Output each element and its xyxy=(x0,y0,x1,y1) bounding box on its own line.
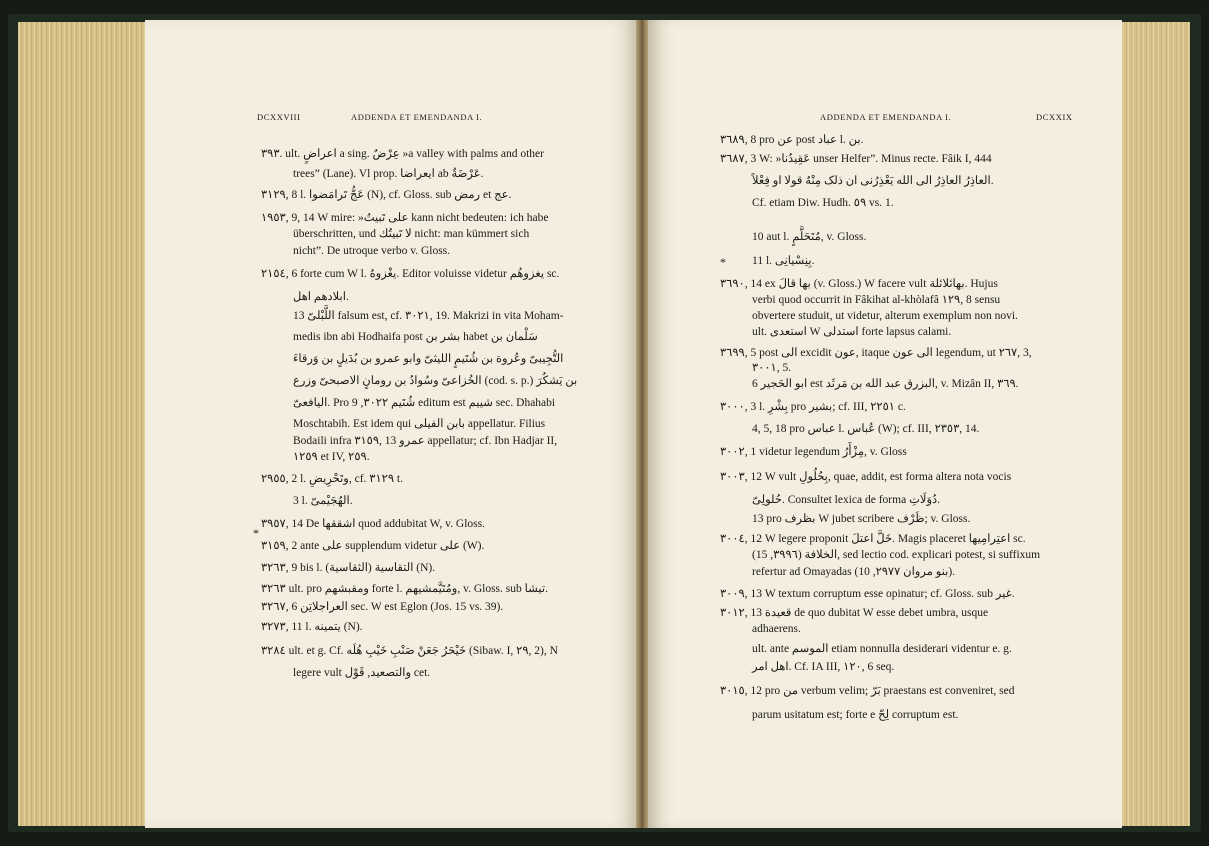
running-head-left: ADDENDA ET EMENDANDA I. xyxy=(351,112,483,122)
text-line: ٣٦٩٩, 5 post الی excidit عون, itaque الی عون legendum, ut ٢٦٧, 3, xyxy=(720,347,1032,359)
text-line: trees” (Lane). Vl prop. ایعراضا ab عَرْضَةٌ. xyxy=(293,168,484,180)
text-line: ult. ante الموسم etiam nonnulla desiderari videntur e. g. xyxy=(752,643,1012,655)
page-number-right: DCXXIX xyxy=(1036,112,1073,122)
text-line: ابلادهم اهل. xyxy=(293,291,349,303)
page-number-left: DCXXVIII xyxy=(257,112,301,122)
text-line: ٣٠٠١, 5. xyxy=(752,362,792,374)
text-line: ٣٠٠٩, 13 W textum corruptum esse opinatur; cf. Gloss. sub غیر. xyxy=(720,588,1015,600)
text-line: nicht”. De utroque verbo v. Gloss. xyxy=(293,245,451,257)
text-line: überschritten, und لا تَبیتُك nicht: man kümmert sich xyxy=(293,228,530,240)
text-line: ٢١٥٤, 6 forte cum W l. يغْزوهُ. Editor voluisse videtur يغزوهُم sc. xyxy=(261,268,560,280)
text-line: ٣٩٣. ult. اعراضٍ a sing. عِرْضٌ »a valley with palms and other xyxy=(261,148,544,160)
text-line: ٣٩٥٧, 14 De اشققها quod addubitat W, v. Gloss. xyxy=(261,518,486,530)
text-line: ١٢٥٩ et IV, ٢٥٩. xyxy=(293,451,370,463)
text-line: ٣٦٨٧, 3 W: »عَقِیدُنا unser Helfer”. Minus recte. Fâik I, 444 xyxy=(720,153,992,165)
page-edges-left xyxy=(18,22,148,826)
running-head-right: ADDENDA ET EMENDANDA I. xyxy=(820,112,952,122)
text-line: ٣٢٦٣, 9 bis l. التقاسیة (الثقاسیة) (N). xyxy=(261,562,436,574)
text-line: ٣٠٠٤, 12 W legere proponit خَلَّ اعتلَ. Magis placeret اعتِرامِیها sc. xyxy=(720,533,1026,545)
text-line: adhaerens. xyxy=(752,623,801,635)
text-line: ٣٠٠٣, 12 W vult بِحُلُولِ, quae, addit, est forma altera nota vocis xyxy=(720,471,1012,483)
text-line: التُّجِیبیّ وعُروة بن شُتَیمٍ اللیثیّ وابو عمرو بن بُدَیلٍ بن وَرقاءَ xyxy=(293,353,564,365)
text-line: 13 اللَّبْلیّ falsum est, cf. ٣٠٢١, 19. Makrizi in vita Moham- xyxy=(293,310,564,322)
text-line: ٣٢٦٧, 6 العراجلاتِن sec. W est Eglon (Jos. 15 vs. 39). xyxy=(261,601,504,613)
text-line: 11 l. بِنِسْیانِی. xyxy=(752,255,815,267)
text-line: 4, 5, 18 pro عباس l. عُباس (W); cf. III, ٢٣٥٣, 14. xyxy=(752,423,980,435)
text-line: ٣٦٩٠, 14 ex بها قالَ (v. Gloss.) W facere vult بهائلائلة. Hujus xyxy=(720,278,998,290)
text-line: ٣٠١٥, 12 pro من verbum velim; بَرّ praestans est conveniret, sed xyxy=(720,685,1015,697)
asterisk-marker: * xyxy=(253,526,259,540)
text-line: ٣٢٨٤ ult. et g. Cf. خَیْحَرُ جَعَنْ صَنْبِ خَیْبِ هُلَه (Sibaw. I, ٢٩, 2), N xyxy=(261,645,558,657)
text-line: ult. استعدی W استدلی forte lapsus calami. xyxy=(752,326,952,338)
text-line: ٣٢٦٣ ult. pro ومقبشهم forte l. ومُتَیَّمشیهم, v. Gloss. sub تیشا. xyxy=(261,583,548,595)
text-line: obvertere studuit, ut videtur, alterum exemplum non novi. xyxy=(752,310,1018,322)
text-line: الخُزاعیّ وسُوادُ بن رومانٍ الاصبحیّ وزرع (cod. s. p.) بن یَشکُرَ xyxy=(293,375,578,387)
text-line: 10 aut l. مُتَحَلَّمٍ, v. Gloss. xyxy=(752,231,867,243)
text-line: ٣٦٨٩, 8 pro عن post عباد l. بن. xyxy=(720,134,864,146)
text-line: medis ibn abi Hodhaifa post بشر بن habet سَلْمان بن xyxy=(293,331,538,343)
text-line: refertur ad Omayadas (بنو مروان ٢٩٧٧, 10). xyxy=(752,566,956,578)
text-line: اهل امر. Cf. IA III, ١٢٠, 6 seq. xyxy=(752,661,895,673)
text-line: legere vult والتصعید, قَوْل cet. xyxy=(293,667,431,679)
text-line: حُلولِیّ. Consultet lexica de forma دُوَلَاتِ. xyxy=(752,494,940,506)
left-page xyxy=(145,20,638,828)
text-line: Moschtabih. Est idem qui بابن الفیلی appellatur. Filius xyxy=(293,418,546,430)
text-line: الیافعیّ. Pro شُتَیم ٣٠٢٢, 9 editum est شییم sec. Dhahabi xyxy=(293,397,556,409)
text-line: ٣٠١٢, 13 قعیدة de quo dubitat W esse debet umbra, usque xyxy=(720,607,989,619)
asterisk-marker: * xyxy=(720,255,726,269)
text-line: ٣١٥٩, 2 ante علی supplendum videtur علی (W). xyxy=(261,540,485,552)
text-line: ٣٢٧٣, 11 l. یتمینه (N). xyxy=(261,621,363,633)
text-line: ٣١٢٩, 8 l. عَجُّ تَرامَضوا (N), cf. Gloss. sub رمض et عج. xyxy=(261,189,512,201)
text-line: 3 l. الهُجَیْمیّ. xyxy=(293,495,353,507)
text-line: 6 ابو الحَجیر est البزرق عبد الله بن مَرثَد, v. Mizân II, ٣٦٩. xyxy=(752,378,1019,390)
right-page xyxy=(648,20,1122,828)
text-line: parum usitatum est; forte e لِحّ corruptum est. xyxy=(752,709,959,721)
text-line: 13 pro بظرف W jubet scribere ظَرْف; v. Gloss. xyxy=(752,513,971,525)
text-line: Cf. etiam Diw. Hudh. ٥٩ vs. 1. xyxy=(752,197,894,209)
text-line: العاذِرُ العاذِرُ الی الله یَعْذِرُنی ان ذلک مِنْهُ قولا او فِعْلاً. xyxy=(752,175,994,187)
text-line: verbi quod occurrit in Fâkihat al-khòlafâ ١٢٩, 8 sensu xyxy=(752,294,1001,306)
text-line: Bodaili infra ٣١٥٩, 13 عمرو appellatur; cf. Ibn Hadjar II, xyxy=(293,435,558,447)
text-line: ٣٠٠٠, 3 l. بِشْرِ pro بشیر; cf. III, ٢٢٥١ c. xyxy=(720,401,906,413)
text-line: ٢٩٥٥, 2 l. وتَحْرِیضِ, cf. ٣١٢٩ t. xyxy=(261,473,403,485)
text-line: الخلافة (٣٩٩٦, 15), sed lectio cod. explicari potest, si suffixum xyxy=(752,549,1041,561)
text-line: ٣٠٠٢, 1 videtur legendum مِزْأَرُ, v. Gloss xyxy=(720,446,907,458)
text-line: ١٩٥٣, 9, 14 W mire: »علی تَبیتُ kann nicht bedeuten: ich habe xyxy=(261,212,549,224)
